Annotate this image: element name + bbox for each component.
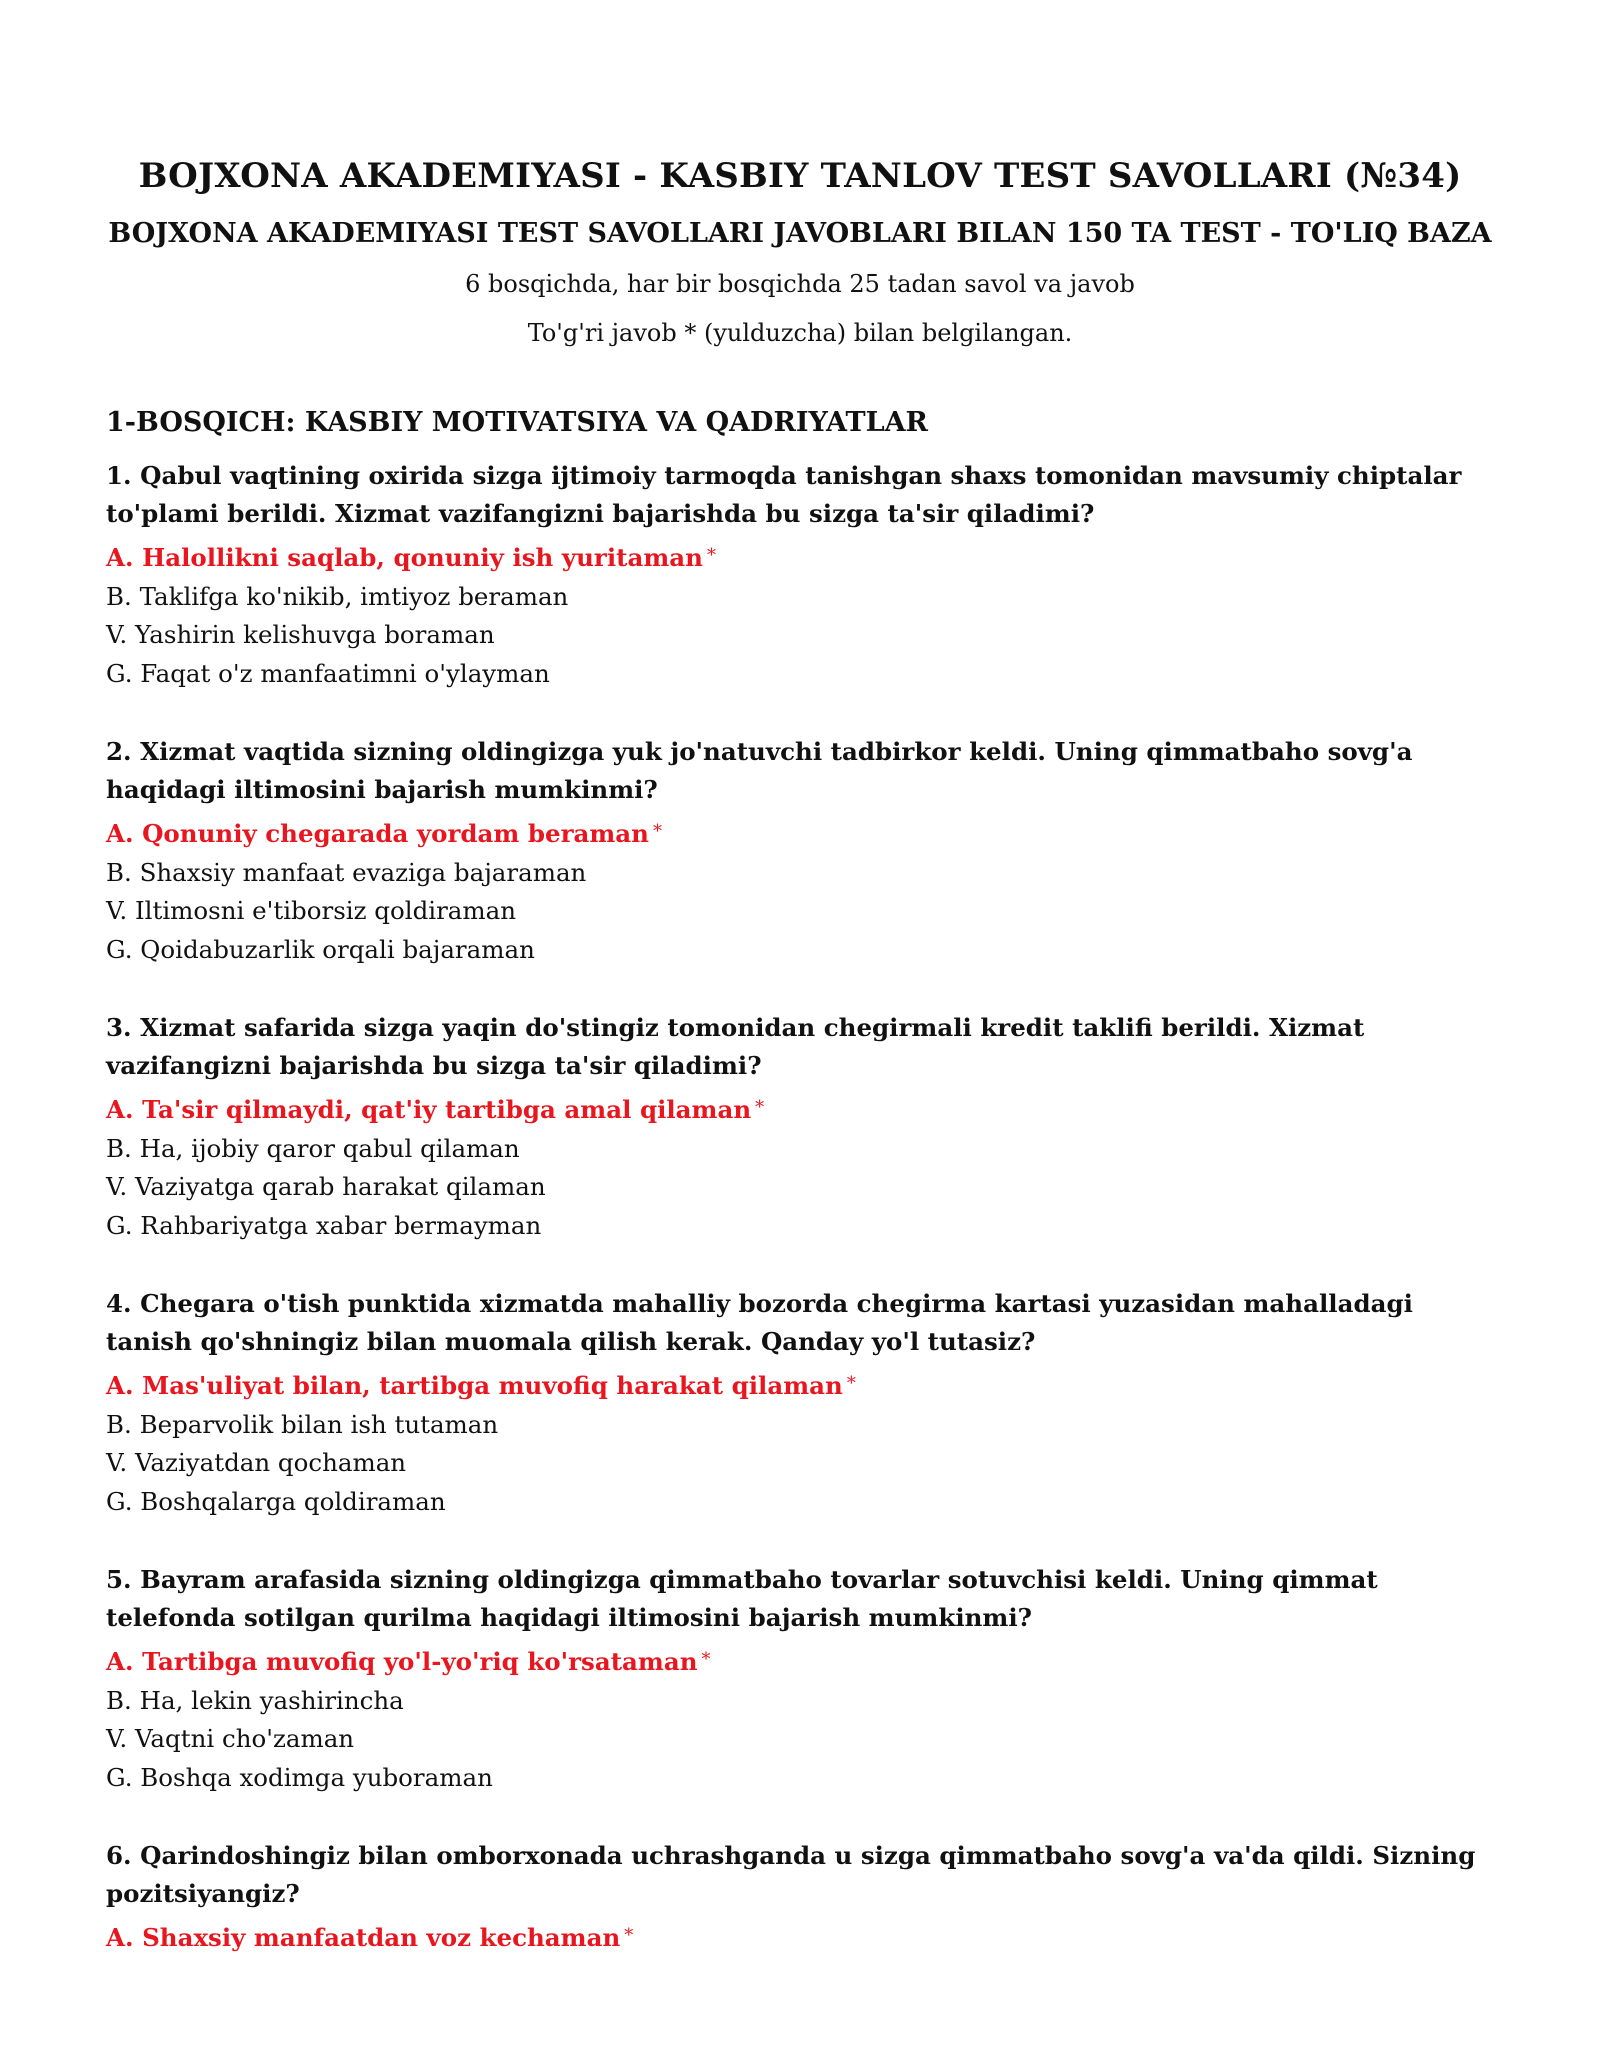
answer-text: A. Shaxsiy manfaatdan voz kechaman [106,1923,621,1952]
answer-option: B. Ha, ijobiy qaror qabul qilaman [106,1133,520,1163]
correct-star: * [755,1097,765,1118]
section-title: 1-BOSQICH: KASBIY MOTIVATSIYA VA QADRIYATLAR [106,407,928,438]
info-line-stages: 6 bosqichda, har bir bosqichda 25 tadan savol va javob [465,270,1135,298]
question-2 [106,733,1494,969]
answer-option: G. Faqat o'z manfaatimni o'ylayman [106,658,550,688]
answer-option: G. Qoidabuzarlik orqali bajaraman [106,934,535,964]
correct-star: * [706,545,716,566]
answer-option: B. Shaxsiy manfaat evaziga bajaraman [106,857,587,887]
answer-option: V. Vaziyatga qarab harakat qilaman [106,1172,546,1201]
question-text: 1. Qabul vaqtining oxirida sizga ijtimoiy tarmoqda tanishgan shaxs tomonidan mavsumiy chiptalar to'plami berildi. Xizmat vazifangizni bajarishda bu sizga ta'sir qiladimi? [106,461,1462,528]
answer-text: A. Tartibga muvofiq yo'l-yo'riq ko'rsataman [106,1647,698,1676]
answer-option: B. Ha, lekin yashirincha [106,1685,404,1715]
document-title: BOJXONA AKADEMIYASI - KASBIY TANLOV TEST SAVOLLARI (№34) [138,156,1462,196]
answer-text: A. Qonuniy chegarada yordam beraman [106,819,649,848]
correct-answer [106,1917,1494,1958]
question-text: 6. Qarindoshingiz bilan omborxonada uchrashganda u sizga qimmatbaho sovg'a va'da qildi. Sizning pozitsiyangiz? [106,1841,1476,1908]
correct-answer [106,537,1494,578]
correct-star: * [846,1373,856,1394]
correct-answer [106,1641,1494,1682]
answer-option: G. Boshqa xodimga yuboraman [106,1762,493,1792]
question-3 [106,1009,1494,1245]
answer-text: A. Ta'sir qilmaydi, qat'iy tartibga amal qilaman [106,1095,752,1124]
correct-answer [106,813,1494,854]
answer-text: A. Halollikni saqlab, qonuniy ish yuritaman [106,543,703,572]
question-text: 4. Chegara o'tish punktida xizmatda mahalliy bozorda chegirma kartasi yuzasidan mahalladagi tanish qo'shningiz bilan muomala qilish kerak. Qanday yo'l tutasiz? [106,1289,1413,1356]
answer-option: B. Taklifga ko'nikib, imtiyoz beraman [106,581,569,611]
question-text: 3. Xizmat safarida sizga yaqin do'stingiz tomonidan chegirmali kredit taklifi berildi. Xizmat vazifangizni bajarishda bu sizga ta'sir qiladimi? [106,1013,1365,1080]
correct-answer [106,1365,1494,1406]
correct-star: * [624,1925,634,1946]
answer-option: V. Yashirin kelishuvga boraman [106,620,495,649]
answer-option: V. Vaziyatdan qochaman [106,1448,407,1477]
correct-star: * [652,821,662,842]
question-6 [106,1837,1494,1958]
question-1 [106,457,1494,693]
question-4 [106,1285,1494,1521]
answer-option: V. Iltimosni e'tiborsiz qoldiraman [106,896,517,925]
question-5 [106,1561,1494,1797]
correct-answer [106,1089,1494,1130]
document-subtitle: BOJXONA AKADEMIYASI TEST SAVOLLARI JAVOBLARI BILAN 150 TA TEST - TO'LIQ BAZA [108,218,1492,249]
answer-option: B. Beparvolik bilan ish tutaman [106,1409,499,1439]
answer-text: A. Mas'uliyat bilan, tartibga muvofiq harakat qilaman [106,1371,843,1400]
info-line-legend: To'g'ri javob * (yulduzcha) bilan belgilangan. [527,319,1073,347]
answer-option: G. Boshqalarga qoldiraman [106,1486,446,1516]
answer-option: V. Vaqtni cho'zaman [106,1724,355,1753]
correct-star: * [701,1649,711,1670]
question-text: 5. Bayram arafasida sizning oldingizga qimmatbaho tovarlar sotuvchisi keldi. Uning qimmat telefonda sotilgan qurilma haqidagi iltimosini bajarish mumkinmi? [106,1565,1378,1632]
answer-option: G. Rahbariyatga xabar bermayman [106,1210,542,1240]
question-text: 2. Xizmat vaqtida sizning oldingizga yuk jo'natuvchi tadbirkor keldi. Uning qimmatbaho sovg'a haqidagi iltimosini bajarish mumkinmi? [106,737,1413,804]
